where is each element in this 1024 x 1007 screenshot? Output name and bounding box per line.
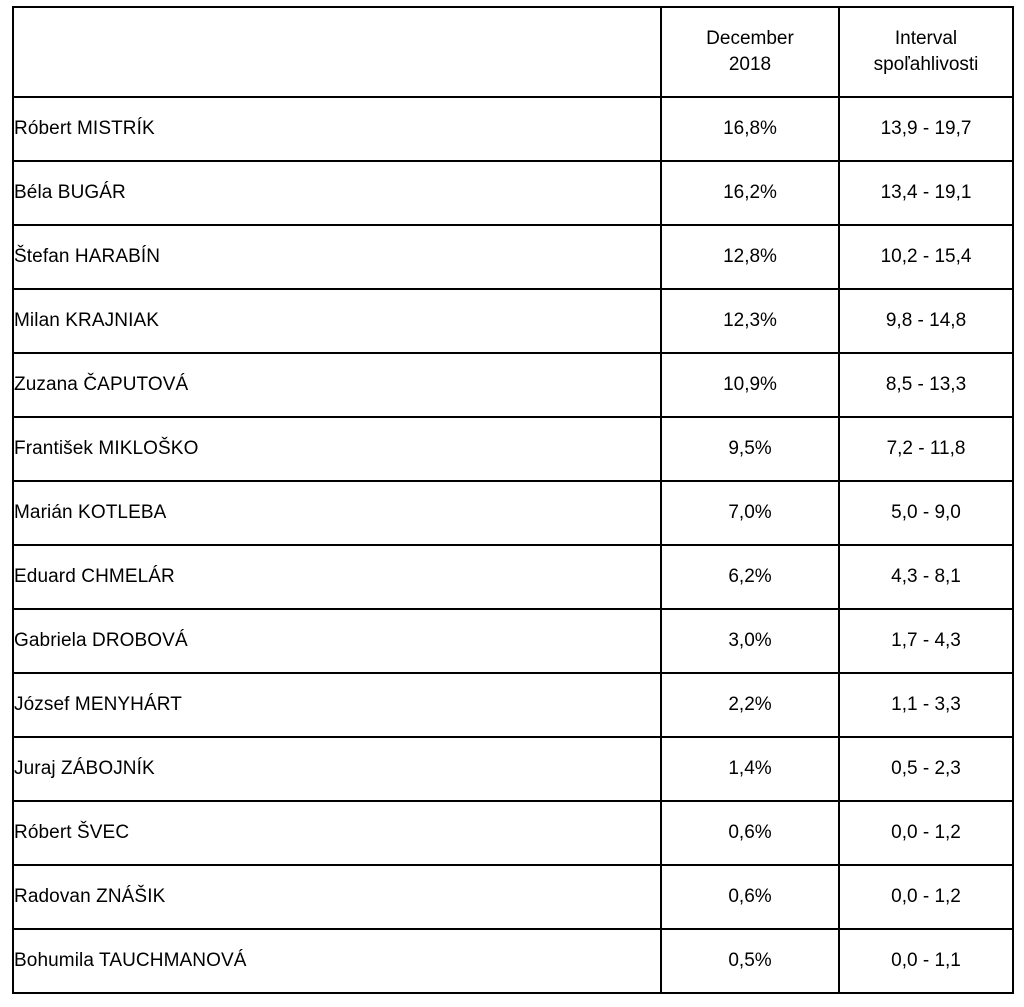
candidate-name: Eduard CHMELÁR — [13, 545, 661, 609]
column-header-confidence-interval-line1: Interval — [894, 28, 958, 50]
candidate-confidence-interval: 0,0 - 1,2 — [839, 801, 1013, 865]
table-body — [13, 97, 1013, 993]
table-row — [13, 673, 1013, 737]
candidate-percentage: 9,5% — [661, 417, 839, 481]
candidate-name: József MENYHÁRT — [13, 673, 661, 737]
candidate-name: Štefan HARABÍN — [13, 225, 661, 289]
column-header-december-2018-line1: December — [706, 28, 794, 50]
candidate-percentage: 7,0% — [661, 481, 839, 545]
table-row — [13, 353, 1013, 417]
candidate-name: Marián KOTLEBA — [13, 481, 661, 545]
candidate-name: Zuzana ČAPUTOVÁ — [13, 353, 661, 417]
table-row — [13, 97, 1013, 161]
candidate-confidence-interval: 0,0 - 1,2 — [839, 865, 1013, 929]
candidate-percentage: 10,9% — [661, 353, 839, 417]
table-row — [13, 929, 1013, 993]
candidate-confidence-interval: 4,3 - 8,1 — [839, 545, 1013, 609]
table-header-row — [13, 7, 1013, 97]
poll-results-table — [12, 6, 1014, 994]
table-row — [13, 481, 1013, 545]
candidate-percentage: 3,0% — [661, 609, 839, 673]
table-row — [13, 865, 1013, 929]
candidate-percentage: 12,3% — [661, 289, 839, 353]
candidate-name: Juraj ZÁBOJNÍK — [13, 737, 661, 801]
candidate-confidence-interval: 9,8 - 14,8 — [839, 289, 1013, 353]
table-header — [13, 7, 1013, 97]
candidate-percentage: 16,8% — [661, 97, 839, 161]
candidate-name: Milan KRAJNIAK — [13, 289, 661, 353]
table-row — [13, 545, 1013, 609]
candidate-name: Radovan ZNÁŠIK — [13, 865, 661, 929]
candidate-confidence-interval: 8,5 - 13,3 — [839, 353, 1013, 417]
table-row — [13, 161, 1013, 225]
column-header-confidence-interval — [839, 7, 1013, 97]
candidate-percentage: 0,5% — [661, 929, 839, 993]
candidate-confidence-interval: 10,2 - 15,4 — [839, 225, 1013, 289]
candidate-percentage: 16,2% — [661, 161, 839, 225]
candidate-confidence-interval: 0,0 - 1,1 — [839, 929, 1013, 993]
candidate-confidence-interval: 0,5 - 2,3 — [839, 737, 1013, 801]
candidate-percentage: 0,6% — [661, 865, 839, 929]
candidate-percentage: 6,2% — [661, 545, 839, 609]
candidate-percentage: 12,8% — [661, 225, 839, 289]
table-row — [13, 417, 1013, 481]
candidate-name: Bohumila TAUCHMANOVÁ — [13, 929, 661, 993]
candidate-name: František MIKLOŠKO — [13, 417, 661, 481]
column-header-december-2018-line2: 2018 — [728, 54, 772, 75]
candidate-percentage: 1,4% — [661, 737, 839, 801]
candidate-name: Róbert MISTRÍK — [13, 97, 661, 161]
candidate-name: Gabriela DROBOVÁ — [13, 609, 661, 673]
candidate-percentage: 0,6% — [661, 801, 839, 865]
candidate-name: Róbert ŠVEC — [13, 801, 661, 865]
document-page — [0, 6, 1024, 1007]
table-row — [13, 737, 1013, 801]
candidate-confidence-interval: 1,7 - 4,3 — [839, 609, 1013, 673]
candidate-confidence-interval: 7,2 - 11,8 — [839, 417, 1013, 481]
candidate-confidence-interval: 5,0 - 9,0 — [839, 481, 1013, 545]
candidate-confidence-interval: 13,4 - 19,1 — [839, 161, 1013, 225]
column-header-december-2018 — [661, 7, 839, 97]
candidate-name: Béla BUGÁR — [13, 161, 661, 225]
candidate-confidence-interval: 13,9 - 19,7 — [839, 97, 1013, 161]
table-row — [13, 609, 1013, 673]
table-row — [13, 289, 1013, 353]
candidate-confidence-interval: 1,1 - 3,3 — [839, 673, 1013, 737]
column-header-candidate — [13, 7, 661, 97]
table-row — [13, 801, 1013, 865]
candidate-percentage: 2,2% — [661, 673, 839, 737]
table-row — [13, 225, 1013, 289]
column-header-confidence-interval-line2: spoľahlivosti — [873, 54, 979, 75]
